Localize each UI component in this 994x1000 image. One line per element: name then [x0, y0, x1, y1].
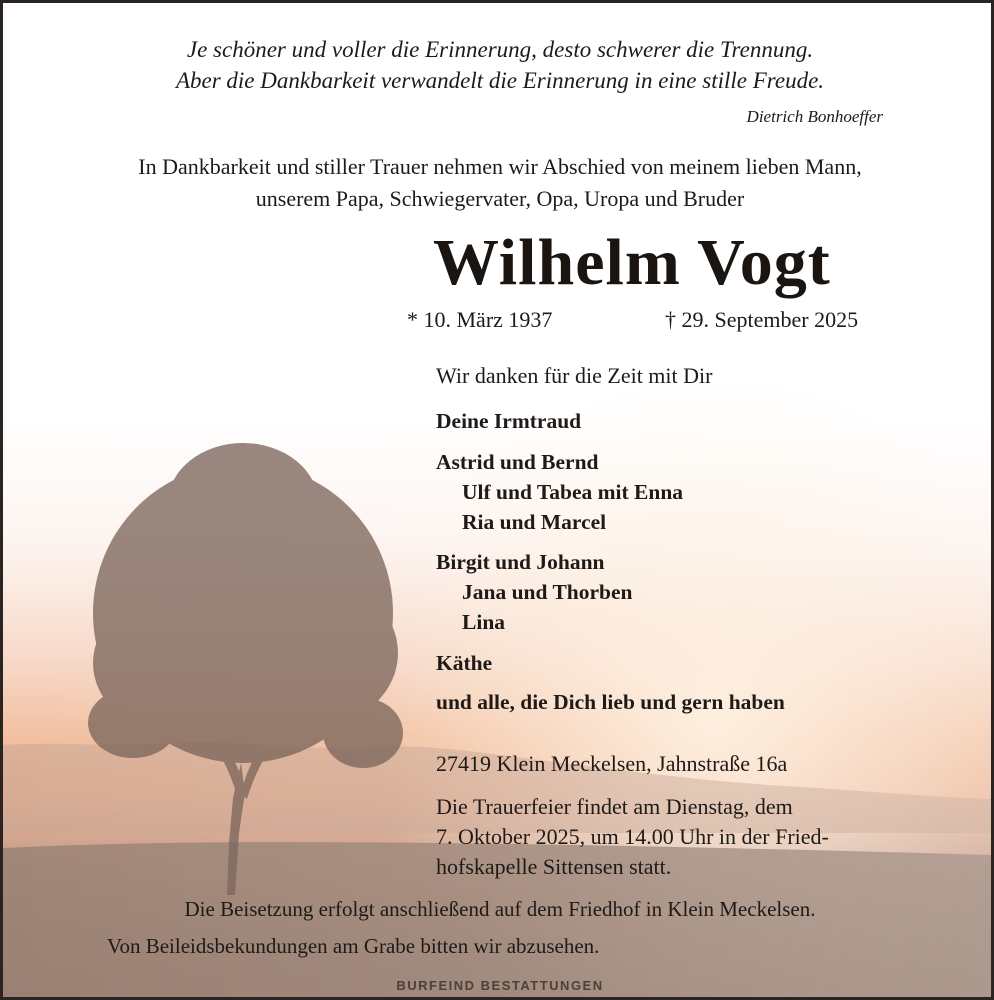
burial-note: Die Beisetzung erfolgt anschließend auf dem Friedhof in Klein Meckelsen. [184, 897, 816, 921]
mourner-all: und alle, die Dich lieb und gern haben [436, 690, 785, 714]
mourner-family-1: Astrid und Bernd [436, 450, 599, 474]
funeral-home-logo: BURFEIND BESTATTUNGEN [396, 978, 604, 993]
intro-line-1: In Dankbarkeit und stiller Trauer nehmen wir Abschied von meinem lieben Mann, [138, 154, 862, 179]
mourner-family-2: Birgit und Johann [436, 550, 605, 574]
deceased-name: Wilhelm Vogt [433, 226, 831, 299]
quote-line-1: Je schöner und voller die Erinnerung, desto schwerer die Trennung. [186, 37, 814, 62]
thanks-line: Wir danken für die Zeit mit Dir [436, 363, 713, 388]
quote-author: Dietrich Bonhoeffer [746, 107, 883, 126]
service-line-2: 7. Oktober 2025, um 14.00 Uhr in der Fried- [436, 824, 829, 849]
death-date: † 29. September 2025 [665, 307, 859, 332]
birth-date: * 10. März 1937 [407, 307, 553, 332]
service-line-1: Die Trauerfeier findet am Dienstag, dem [436, 794, 793, 819]
service-line-3: hofskapelle Sittensen statt. [436, 854, 672, 879]
mourner-family-2-b: Lina [462, 610, 506, 634]
mourner-family-1-b: Ria und Marcel [462, 510, 607, 534]
mourner-family-2-a: Jana und Thorben [462, 580, 633, 604]
condolences-note: Von Beileidsbekundungen am Grabe bitten wir abzusehen. [107, 934, 600, 958]
mourner-family-1-a: Ulf und Tabea mit Enna [462, 480, 684, 504]
mourner-sibling: Käthe [436, 651, 493, 675]
quote-line-2: Aber die Dankbarkeit verwandelt die Erinnerung in eine stille Freude. [175, 68, 825, 93]
address: 27419 Klein Meckelsen, Jahnstraße 16a [436, 751, 788, 776]
intro-line-2: unserem Papa, Schwiegervater, Opa, Uropa und Bruder [255, 186, 745, 211]
mourner-spouse: Deine Irmtraud [436, 409, 582, 433]
